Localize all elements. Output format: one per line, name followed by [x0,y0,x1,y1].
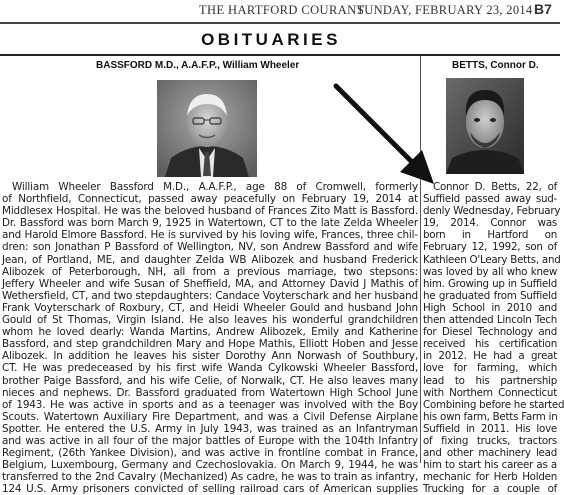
text-line: Scouts. Watertown Auxiliary Fire Department, and was a Civil Defense Airplane [2,410,418,423]
portrait-photo-bassford [157,80,257,177]
section-title: OBITUARIES [201,30,341,49]
text-line: in 2012. He had a great [423,350,557,363]
text-line: Regiment, (26th Yankee Division), and was active in frontline combat in France, [2,447,418,460]
text-line: love for farming, which [423,362,557,375]
text-line: of fixing trucks, tractors [423,434,557,447]
text-line: whom he loved dearly: Wanda Martins, Andrew Alibozek, Emily and Katherine [2,326,418,339]
text-line: and other machinery lead [423,447,557,460]
issue-date: SUNDAY, FEBRUARY 23, 2014 [357,3,533,17]
obituary-text-betts [423,181,564,495]
text-line: received his certification [423,338,557,351]
text-line: and Harold Elmore Bassford. He is survived by his loving wife, Frances, three chil- [2,229,418,242]
text-line: transferred to the 2nd Cavalry (Mechanized) As cadre, he was to train as infantry, [2,471,418,484]
text-line: Spotter. He entered the U.S. Army in July 1943, was trained as an Infantryman [2,422,418,435]
newspaper-name: THE HARTFORD COURANT [199,3,365,17]
text-line: Wethersfield, CT, and two stepdaughters: Candace Voyterschark and her husband [2,289,418,302]
text-line: of Northfield, Connecticut, passed away peacefully on February 19, 2014 at [2,193,418,206]
text-line: High School in 2010 and [423,301,557,314]
text-line: dren: son Jonathan P Bassford of Wellington, NV, son Andrew Bassford and wife [2,241,418,254]
text-line: he graduated from Suffield [423,289,557,302]
text-line: him to start his career as a [423,459,557,472]
text-line: brother Paige Bassford, and his wife Celie, of Norwalk, CT. He also leaves many [2,374,418,387]
text-line: CT. He was predeceased by his first wife Wanda Cylkowski Wheeler Bassford, [2,362,418,375]
portrait-photo-betts [446,78,524,174]
text-line: Alibozek. In addition he leaves his sister Dorothy Ann Norwash of Southbury, [2,350,418,363]
text-line: 19, 2014. Connor was [423,217,557,230]
text-line: February 12, 1992, son of [423,241,557,254]
text-line: his own farm, Betts Farm in [423,410,558,423]
text-line: Alibozek of Peterborough, NH, all from a previous marriage, two stepsons: [2,265,418,278]
text-line: Connor D. Betts, 22, of [433,181,557,193]
text-line: with Northern Connecticut [423,386,557,399]
text-line: Gould of St Thomas, Virgin Island. He also leaves his wonderful grandchildren [2,314,418,327]
obituary-name-betts: BETTS, Connor D. [452,60,539,71]
text-line: Combining before he started [423,398,564,411]
text-line: Jean, of Portland, ME, and daughter Zelda WB Alibozek and husband Frederick [2,253,418,266]
text-line: Kathleen O'Leary Betts, and [423,253,561,266]
text-line: mechanic for Herb Holden [423,471,557,484]
text-line: nieces and nephews. Dr. Bassford graduated from Watertown High School June [2,386,418,399]
obituary-text-bassford [2,181,418,495]
text-line: Middlesex Hospital. He was the beloved husband of Frances Zito Matt is Bassford. [2,205,418,218]
text-line: Frank Voyterschark of Roxbury, CT, and Heidi Wheeler Gould and husband John [2,301,418,314]
text-line: Jeffery Wheeler and wife Susan of Sheffield, MA, and Attorney David J Mathis of [2,277,418,290]
text-line: 124 U.S. Army prisoners convicted of selling railroad cars of American supplies [2,483,418,495]
text-line: then attended Lincoln Tech [423,314,557,327]
text-line: Trucking for a couple of [423,483,557,495]
text-line: Suffield in 2011. His love [423,422,557,435]
text-line: lead to his partnership [423,374,557,387]
text-line: Belgium, Luxembourg, Germany and Czechoslovakia. On March 9, 1944, he was [2,459,418,472]
page-number: B7 [534,1,552,17]
text-line: of 1943. He was active in sports and as a teenager was involved with the Boy [2,398,418,411]
obituary-name-bassford: BASSFORD M.D., A.A.F.P., William Wheeler [96,60,300,71]
pointer-arrow-icon [330,80,440,190]
text-line: Bassford, and step grandchildren Mary and Hope Mathis, Elliott Hoben and Jesse [2,338,418,351]
text-line: and was active in all four of the major battles of Europe with the 104th Infantry [2,434,418,447]
text-line: Suffield passed away sud- [423,193,557,206]
text-line: him. Growing up in Suffield [423,277,557,290]
text-line: born in Hartford on [423,229,557,242]
section-rule [0,54,560,56]
text-line: for Diesel Technology and [423,326,557,339]
text-line: Dr. Bassford was born March 9, 1925 in Watertown, CT to the late Zelda Wheeler [2,217,418,230]
text-line: was loved by all who knew [423,265,557,278]
masthead [0,0,560,24]
text-line: denly Wednesday, February [423,205,561,218]
text-line: William Wheeler Bassford M.D., A.A.F.P., age 88 of Cromwell, formerly [12,181,418,193]
